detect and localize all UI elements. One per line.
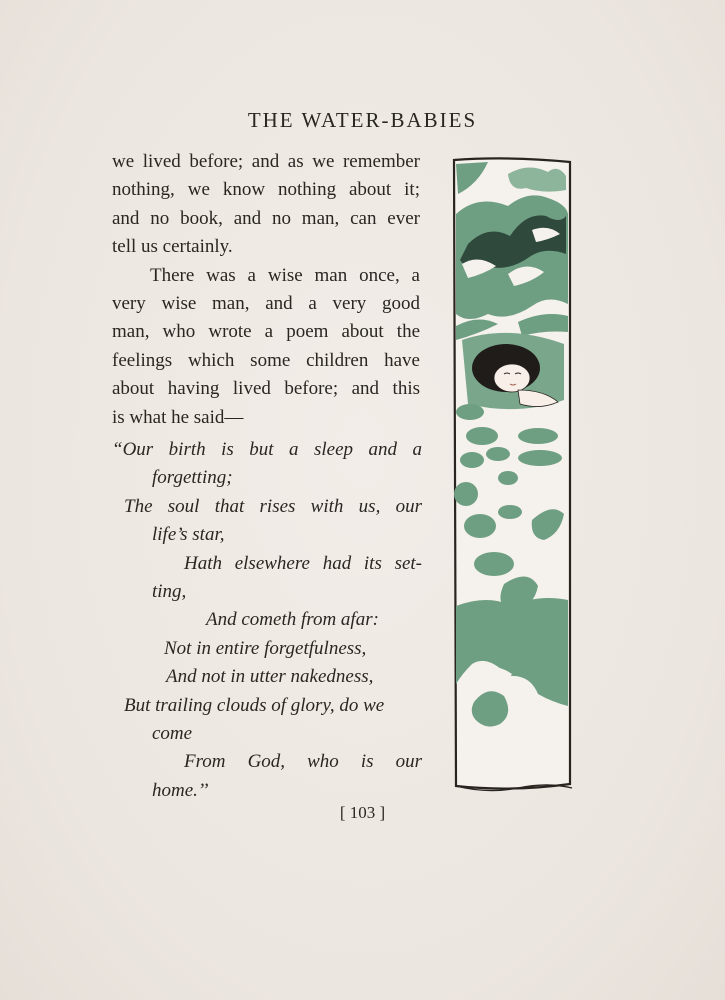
prose-line: and no book, and no man, can ever (112, 207, 420, 229)
water-blob (464, 514, 496, 538)
poem-line: ting, (152, 581, 187, 603)
prose-line: There was a wise man once, a (150, 264, 420, 286)
poem-line: “Our birth is but a sleep and a (112, 439, 422, 460)
cloud-wisp (508, 167, 566, 191)
poem-line: From God, who is our (184, 751, 422, 773)
water-blob (474, 552, 514, 576)
page-number: [ 103 ] (339, 803, 386, 822)
prose-line: tell us certainly. (112, 236, 233, 258)
prose-line: we lived before; and as we remember (112, 151, 420, 172)
poem-line: forgetting; (152, 467, 233, 489)
poem-line: But trailing clouds of glory, do we (124, 694, 385, 716)
prose-block (112, 148, 420, 432)
poem-line: The soul that rises with us, our (124, 495, 422, 517)
running-title: THE WATER-BABIES (247, 108, 478, 132)
poem-line: home.’’ (152, 779, 209, 801)
water-blob (518, 450, 562, 466)
prose-line: feelings which some children have (112, 349, 420, 371)
water-blob (466, 427, 498, 445)
water-blob (518, 428, 558, 444)
poem-line: And not in utter nakedness, (166, 666, 374, 688)
prose-line: man, who wrote a poem about the (112, 321, 420, 343)
prose-line: about having lived before; and this (112, 378, 420, 400)
poem-line: life’s star, (152, 524, 225, 546)
water-blob (498, 505, 522, 519)
prose-line: is what he said— (112, 406, 244, 428)
poem-line: And cometh from afar: (206, 609, 379, 631)
child-face-icon (494, 364, 530, 392)
poem-line: Hath elsewhere had its set- (184, 552, 422, 574)
water-blob (486, 447, 510, 461)
prose-line: nothing, we know nothing about it; (112, 179, 420, 201)
poem-line: Not in entire forgetfulness, (164, 637, 367, 659)
water-blob (498, 471, 518, 485)
water-blob (456, 404, 484, 420)
prose-line: very wise man, and a very good (112, 293, 420, 315)
water-blob (460, 452, 484, 468)
poem-line: come (152, 723, 193, 745)
poem-block (112, 436, 422, 805)
wave-child-illustration (448, 154, 578, 794)
water-blob (454, 482, 478, 506)
